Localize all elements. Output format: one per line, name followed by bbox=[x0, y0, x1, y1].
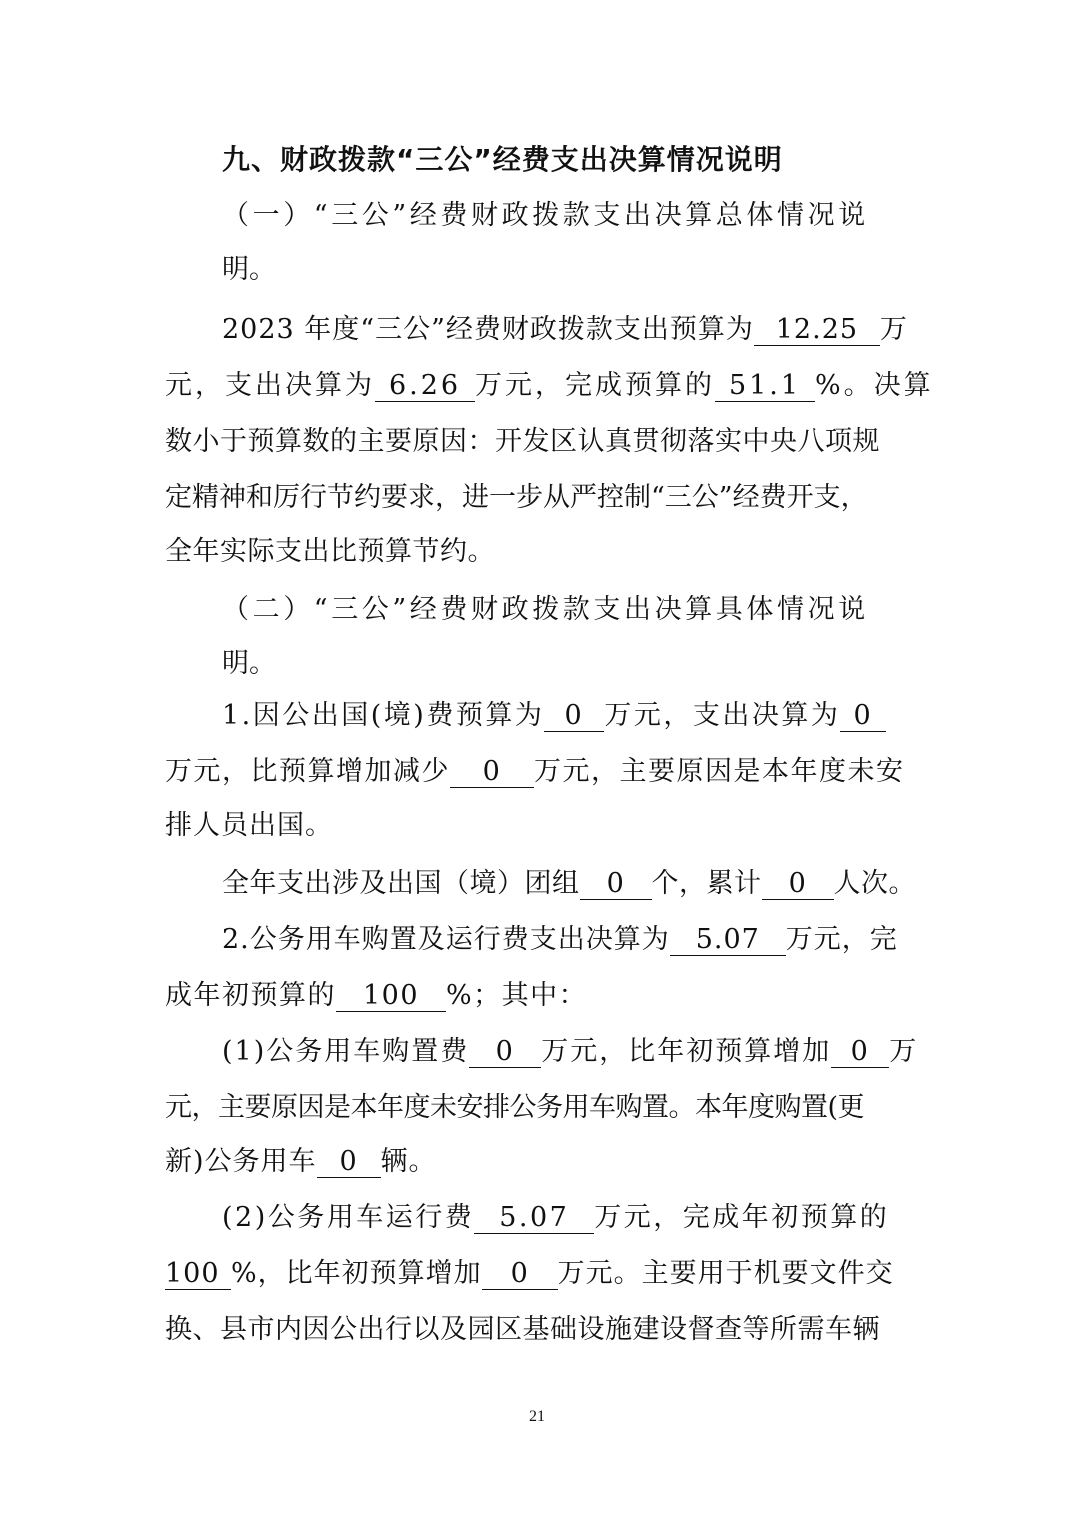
item-2-line-2 bbox=[165, 976, 587, 1016]
item-1-groups-line bbox=[222, 864, 916, 904]
text: 辆。 bbox=[380, 1146, 437, 1177]
text: %，比年初预算增加 bbox=[231, 1258, 482, 1289]
text: %。决算 bbox=[815, 370, 934, 401]
sub-item-2-line-1 bbox=[222, 1198, 889, 1238]
vehicle-rate: 100 bbox=[336, 981, 446, 1012]
vehicle-final: 5.07 bbox=[670, 925, 786, 956]
section-heading: 九、财政拨款“三公”经费支出决算情况说明 bbox=[222, 143, 783, 176]
text: 万元。主要用于机要文件交 bbox=[557, 1258, 894, 1289]
text: 2023 年度“三公”经费财政拨款支出预算为 bbox=[222, 314, 754, 345]
text: 万元，完 bbox=[785, 924, 898, 955]
abroad-final: 0 bbox=[840, 701, 886, 732]
paragraph-1-line-3: 数小于预算数的主要原因：开发区认真贯彻落实中央八项规 bbox=[165, 426, 880, 457]
text: 全年支出涉及出国（境）团组 bbox=[222, 868, 580, 899]
abroad-people: 0 bbox=[762, 869, 834, 900]
purchase-increase: 0 bbox=[831, 1037, 889, 1068]
text: 万元，完成预算的 bbox=[475, 370, 715, 401]
text: (1)公务用车购置费 bbox=[222, 1036, 470, 1067]
abroad-groups: 0 bbox=[580, 869, 652, 900]
text: 2.公务用车购置及运行费支出决算为 bbox=[222, 924, 670, 955]
final-value: 6.26 bbox=[375, 371, 475, 402]
subheading-1-line-1: （一）“三公”经费财政拨款支出决算总体情况说 bbox=[222, 200, 869, 231]
operating-increase: 0 bbox=[482, 1259, 558, 1290]
text: 万元，比预算增加减少 bbox=[165, 756, 450, 787]
text: 万元，比年初预算增加 bbox=[541, 1036, 832, 1067]
text: 个，累计 bbox=[651, 868, 762, 899]
text: 万 bbox=[889, 1036, 919, 1067]
text: %；其中： bbox=[446, 980, 588, 1011]
subheading-2-line-2: 明。 bbox=[222, 648, 276, 679]
text: 万元，主要原因是本年度未安 bbox=[534, 756, 905, 787]
text: 新)公务用车 bbox=[165, 1146, 317, 1177]
paragraph-1-line-5: 全年实际支出比预算节约。 bbox=[165, 536, 495, 567]
text: 1.因公出国(境)费预算为 bbox=[222, 700, 545, 731]
sub-item-2-line-3: 换、县市内因公出行以及园区基础设施建设督查等所需车辆 bbox=[165, 1314, 880, 1345]
text: 成年初预算的 bbox=[165, 980, 336, 1011]
item-2-line-1 bbox=[222, 920, 898, 960]
sub-item-1-line-2: 元，主要原因是本年度未安排公务用车购置。本年度购置(更 bbox=[165, 1092, 865, 1123]
abroad-budget: 0 bbox=[544, 701, 604, 732]
item-1-line-1 bbox=[222, 696, 886, 736]
subheading-1-line-2: 明。 bbox=[222, 254, 276, 285]
abroad-difference: 0 bbox=[450, 757, 534, 788]
paragraph-1-line-1 bbox=[222, 310, 908, 350]
text: 万元，支出决算为 bbox=[604, 700, 841, 731]
item-1-line-3: 排人员出国。 bbox=[165, 810, 333, 841]
vehicle-count: 0 bbox=[317, 1147, 381, 1178]
subheading-2-line-1: （二）“三公”经费财政拨款支出决算具体情况说 bbox=[222, 594, 869, 625]
purchase-cost: 0 bbox=[469, 1037, 541, 1068]
item-1-line-2 bbox=[165, 752, 905, 792]
text: 万元，完成年初预算的 bbox=[594, 1202, 890, 1233]
sub-item-1-line-3 bbox=[165, 1142, 437, 1182]
text: (2)公务用车运行费 bbox=[222, 1202, 475, 1233]
paragraph-1-line-4: 定精神和厉行节约要求，进一步从严控制“三公”经费开支， bbox=[165, 482, 868, 513]
budget-value: 12.25 bbox=[754, 315, 880, 346]
sub-item-1-line-1 bbox=[222, 1032, 918, 1072]
text: 人次。 bbox=[833, 868, 916, 899]
paragraph-1-line-2 bbox=[165, 366, 934, 406]
text: 万 bbox=[879, 314, 908, 345]
operating-cost: 5.07 bbox=[474, 1203, 594, 1234]
completion-rate: 51.1 bbox=[715, 371, 815, 402]
page-number: 21 bbox=[529, 1408, 545, 1425]
operating-rate: 100 bbox=[165, 1259, 231, 1290]
text: 元，支出决算为 bbox=[165, 370, 375, 401]
sub-item-2-line-2 bbox=[165, 1254, 894, 1294]
